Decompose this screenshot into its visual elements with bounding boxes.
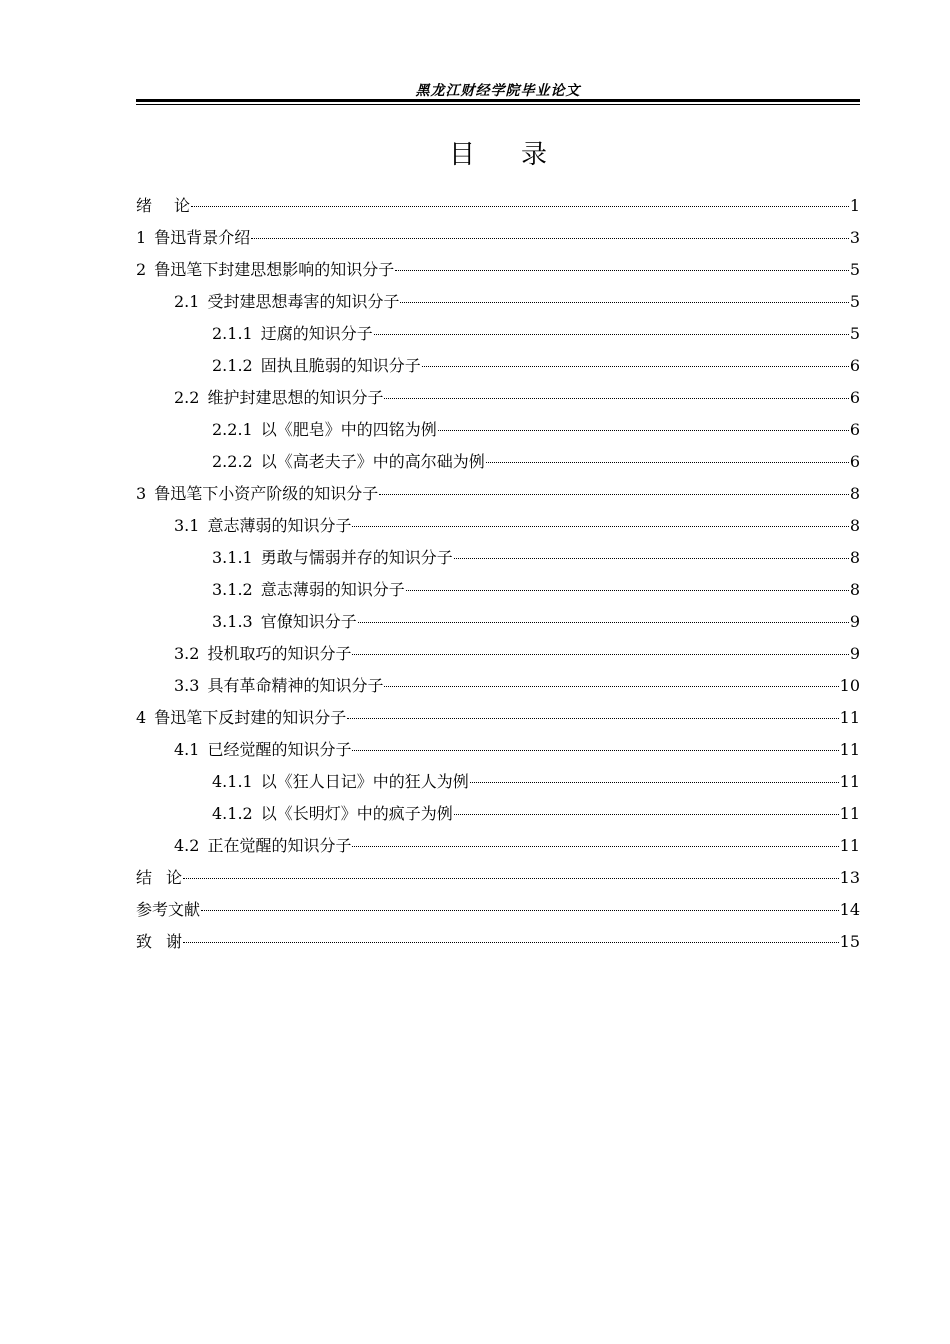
toc-page-number: 11	[839, 772, 860, 791]
toc-entry[interactable]	[136, 318, 860, 350]
toc-entry-number: 4.2	[174, 836, 200, 855]
toc-entry-number: 2.1	[174, 292, 200, 311]
toc-entry-number: 4.1	[174, 740, 200, 759]
toc-entry[interactable]	[136, 734, 860, 766]
toc-entry[interactable]	[136, 606, 860, 638]
toc-page-number: 6	[849, 420, 860, 439]
toc-page-number: 5	[849, 324, 860, 343]
toc-entry[interactable]	[136, 766, 860, 798]
toc-entry[interactable]	[136, 190, 860, 222]
toc-dot-leader	[422, 366, 849, 367]
toc-dot-leader	[395, 270, 849, 271]
toc-entry-title: 结论	[136, 868, 183, 887]
toc-entry-title: 鲁迅笔下封建思想影响的知识分子	[154, 260, 395, 279]
toc-entry[interactable]	[136, 350, 860, 382]
toc-entry[interactable]	[136, 894, 860, 926]
header-rule-thin	[136, 104, 860, 105]
toc-entry[interactable]	[136, 510, 860, 542]
toc-page-number: 6	[849, 452, 860, 471]
toc-entry-title: 受封建思想毒害的知识分子	[207, 292, 400, 311]
toc-page-number: 5	[849, 292, 860, 311]
toc-entry[interactable]	[136, 542, 860, 574]
toc-page-number: 10	[839, 676, 860, 695]
toc-entry[interactable]	[136, 446, 860, 478]
toc-dot-leader	[358, 622, 849, 623]
header-rule-thick	[136, 99, 860, 102]
toc-page-number: 14	[839, 900, 860, 919]
toc-entry-title: 投机取巧的知识分子	[207, 644, 352, 663]
toc-entry-title: 勇敢与懦弱并存的知识分子	[260, 548, 453, 567]
toc-entry[interactable]	[136, 254, 860, 286]
toc-entry-number: 2.1.1	[212, 324, 253, 343]
table-of-contents	[136, 190, 860, 958]
toc-entry-number: 3.1	[174, 516, 200, 535]
toc-entry-number: 3.1.2	[212, 580, 253, 599]
toc-page-number: 8	[849, 548, 860, 567]
toc-dot-leader	[374, 334, 849, 335]
toc-entry-number: 3.1.1	[212, 548, 253, 567]
toc-dot-leader	[201, 910, 839, 911]
toc-dot-leader	[486, 462, 849, 463]
toc-entry-number: 4.1.2	[212, 804, 253, 823]
toc-entry[interactable]	[136, 286, 860, 318]
toc-entry-title: 致谢	[136, 932, 183, 951]
toc-dot-leader	[379, 494, 849, 495]
toc-page-number: 8	[849, 580, 860, 599]
toc-dot-leader	[251, 238, 849, 239]
toc-entry[interactable]	[136, 638, 860, 670]
toc-entry-title: 意志薄弱的知识分子	[260, 580, 405, 599]
toc-entry-title: 已经觉醒的知识分子	[207, 740, 352, 759]
toc-dot-leader	[384, 398, 848, 399]
toc-page-number: 8	[849, 516, 860, 535]
toc-page-number: 11	[839, 708, 860, 727]
toc-entry-number: 2.2.1	[212, 420, 253, 439]
toc-page-number: 11	[839, 740, 860, 759]
toc-entry-number: 2	[136, 260, 147, 279]
toc-dot-leader	[191, 206, 849, 207]
toc-page-number: 13	[839, 868, 860, 887]
toc-entry[interactable]	[136, 574, 860, 606]
toc-entry[interactable]	[136, 478, 860, 510]
toc-entry[interactable]	[136, 702, 860, 734]
toc-dot-leader	[352, 526, 848, 527]
toc-page-number: 15	[839, 932, 860, 951]
toc-page-number: 3	[849, 228, 860, 247]
toc-entry-number: 3.2	[174, 644, 200, 663]
toc-dot-leader	[454, 814, 839, 815]
toc-entry-number: 2.2.2	[212, 452, 253, 471]
toc-entry-title: 正在觉醒的知识分子	[207, 836, 352, 855]
toc-entry-title: 官僚知识分子	[260, 612, 357, 631]
toc-entry-number: 3	[136, 484, 147, 503]
toc-entry-title: 固执且脆弱的知识分子	[260, 356, 421, 375]
toc-dot-leader	[400, 302, 848, 303]
toc-entry-title: 绪论	[136, 196, 191, 215]
toc-page-number: 6	[849, 356, 860, 375]
toc-entry-number: 2.2	[174, 388, 200, 407]
toc-entry-title: 意志薄弱的知识分子	[207, 516, 352, 535]
toc-dot-leader	[438, 430, 849, 431]
toc-page-number: 9	[849, 612, 860, 631]
toc-dot-leader	[183, 878, 839, 879]
toc-entry-title: 以《长明灯》中的疯子为例	[260, 804, 453, 823]
toc-entry-number: 3.1.3	[212, 612, 253, 631]
toc-page-number: 6	[849, 388, 860, 407]
toc-entry[interactable]	[136, 798, 860, 830]
toc-dot-leader	[352, 750, 838, 751]
toc-dot-leader	[406, 590, 849, 591]
toc-entry-number: 3.3	[174, 676, 200, 695]
toc-page-number: 11	[839, 804, 860, 823]
toc-entry-title: 具有革命精神的知识分子	[207, 676, 384, 695]
toc-page-number: 9	[849, 644, 860, 663]
toc-entry[interactable]	[136, 414, 860, 446]
toc-entry-title: 迂腐的知识分子	[260, 324, 373, 343]
toc-dot-leader	[384, 686, 838, 687]
toc-dot-leader	[347, 718, 838, 719]
toc-dot-leader	[352, 654, 848, 655]
toc-entry-number: 4.1.1	[212, 772, 253, 791]
toc-entry-number: 4	[136, 708, 147, 727]
toc-dot-leader	[352, 846, 838, 847]
toc-entry-title: 鲁迅笔下小资产阶级的知识分子	[154, 484, 379, 503]
toc-page-number: 5	[849, 260, 860, 279]
toc-entry[interactable]	[136, 926, 860, 958]
toc-entry-title: 鲁迅背景介绍	[154, 228, 251, 247]
toc-entry-number: 1	[136, 228, 147, 247]
toc-entry[interactable]	[136, 222, 860, 254]
toc-entry[interactable]	[136, 670, 860, 702]
toc-entry-title: 维护封建思想的知识分子	[207, 388, 384, 407]
toc-entry-number: 2.1.2	[212, 356, 253, 375]
toc-entry-title: 鲁迅笔下反封建的知识分子	[154, 708, 347, 727]
toc-entry-title: 参考文献	[136, 900, 201, 919]
toc-entry-title: 以《肥皂》中的四铭为例	[260, 420, 437, 439]
toc-entry[interactable]	[136, 382, 860, 414]
toc-entry-title: 以《狂人日记》中的狂人为例	[260, 772, 469, 791]
toc-entry[interactable]	[136, 830, 860, 862]
toc-dot-leader	[454, 558, 849, 559]
header-title: 黑龙江财经学院毕业论文	[415, 83, 581, 99]
toc-page-number: 8	[849, 484, 860, 503]
toc-page-number: 11	[839, 836, 860, 855]
toc-title: 目录	[448, 140, 593, 170]
toc-entry[interactable]	[136, 862, 860, 894]
toc-dot-leader	[470, 782, 839, 783]
toc-dot-leader	[183, 942, 839, 943]
toc-page-number: 1	[849, 196, 860, 215]
toc-entry-title: 以《高老夫子》中的高尔础为例	[260, 452, 485, 471]
